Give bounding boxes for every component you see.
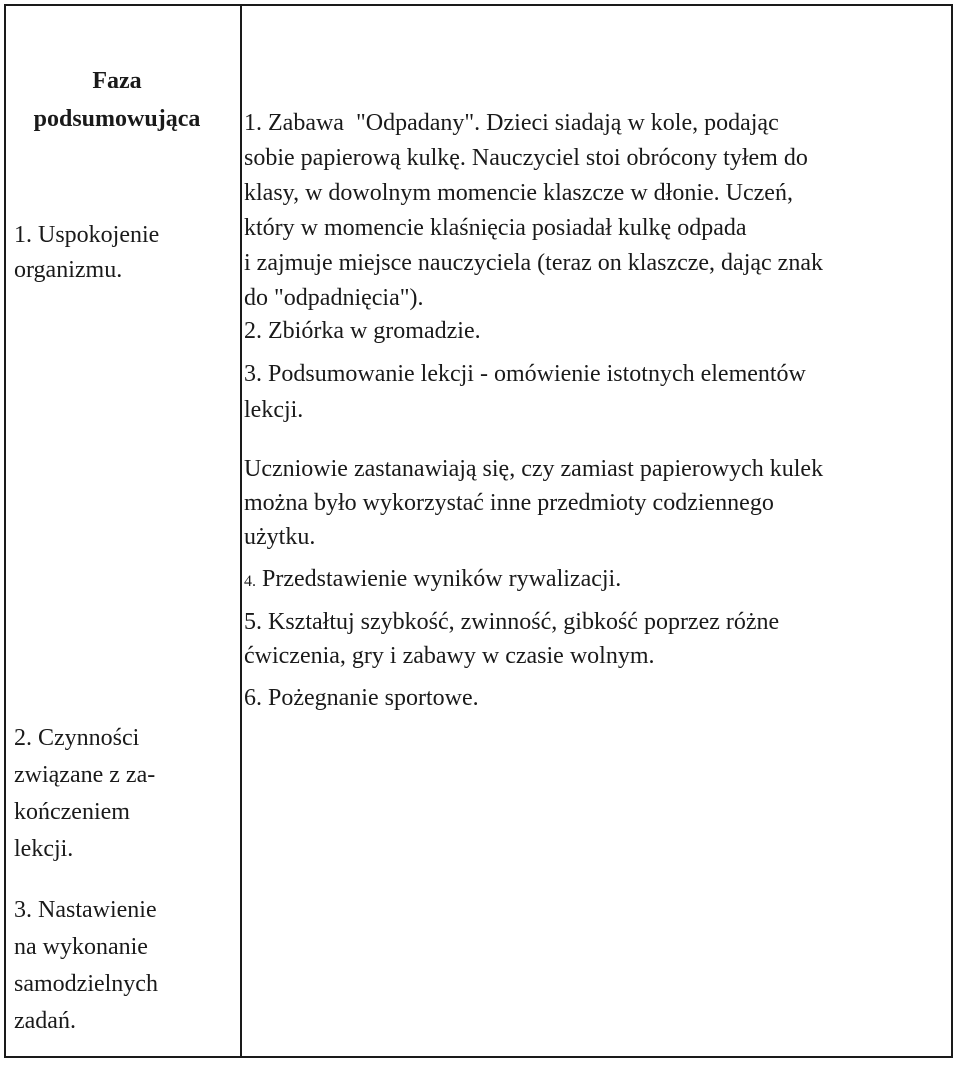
left-line: związane z za-: [14, 762, 156, 788]
activity-line: można było wykorzystać inne przedmioty codziennego: [244, 490, 774, 516]
left-item-3: [14, 892, 158, 1040]
left-line: 3. Nastawienie: [14, 897, 157, 923]
left-line: zadań.: [14, 1008, 76, 1034]
activity-number: 4.: [244, 573, 256, 590]
activity-1: [244, 106, 944, 316]
activity-5: [244, 605, 944, 673]
left-line: 1. Uspokojenie: [14, 222, 160, 248]
activity-3: [244, 356, 944, 428]
left-line: na wykonanie: [14, 934, 148, 960]
left-line: kończeniem: [14, 799, 130, 825]
activity-3-note: [244, 452, 944, 554]
phase-title: [10, 62, 224, 138]
left-line: samodzielnych: [14, 971, 158, 997]
activity-text: Przedstawienie wyników rywalizacji.: [262, 566, 622, 592]
left-line: lekcji.: [14, 836, 74, 862]
activity-line: 1. Zabawa "Odpadany". Dzieci siadają w kole, podając: [244, 110, 779, 136]
activity-line: klasy, w dowolnym momencie klaszcze w dłonie. Uczeń,: [244, 180, 793, 206]
left-line: 2. Czynności: [14, 725, 140, 751]
activity-line: lekcji.: [244, 397, 304, 423]
left-item-2: [14, 720, 155, 868]
activity-line: 3. Podsumowanie lekcji - omówienie istotnych elementów: [244, 361, 806, 387]
activity-2: 2. Zbiórka w gromadzie.: [244, 318, 481, 344]
activity-line: użytku.: [244, 524, 316, 550]
column-divider: [240, 6, 242, 1056]
activity-line: ćwiczenia, gry i zabawy w czasie wolnym.: [244, 643, 655, 669]
activity-line: Uczniowie zastanawiają się, czy zamiast papierowych kulek: [244, 456, 824, 482]
left-item-1: [14, 218, 159, 288]
activity-line: 5. Kształtuj szybkość, zwinność, gibkość poprzez różne: [244, 609, 780, 635]
activity-4: [244, 562, 944, 599]
phase-title-line: podsumowująca: [33, 106, 201, 132]
left-line: organizmu.: [14, 257, 123, 283]
activity-line: sobie papierową kulkę. Nauczyciel stoi obrócony tyłem do: [244, 145, 808, 171]
phase-title-line: Faza: [92, 68, 142, 94]
activity-6: 6. Pożegnanie sportowe.: [244, 685, 479, 711]
activity-line: który w momencie klaśnięcia posiadał kulkę odpada: [244, 215, 747, 241]
activity-line: i zajmuje miejsce nauczyciela (teraz on klaszcze, dając znak: [244, 250, 823, 276]
activity-line: do "odpadnięcia").: [244, 285, 424, 311]
